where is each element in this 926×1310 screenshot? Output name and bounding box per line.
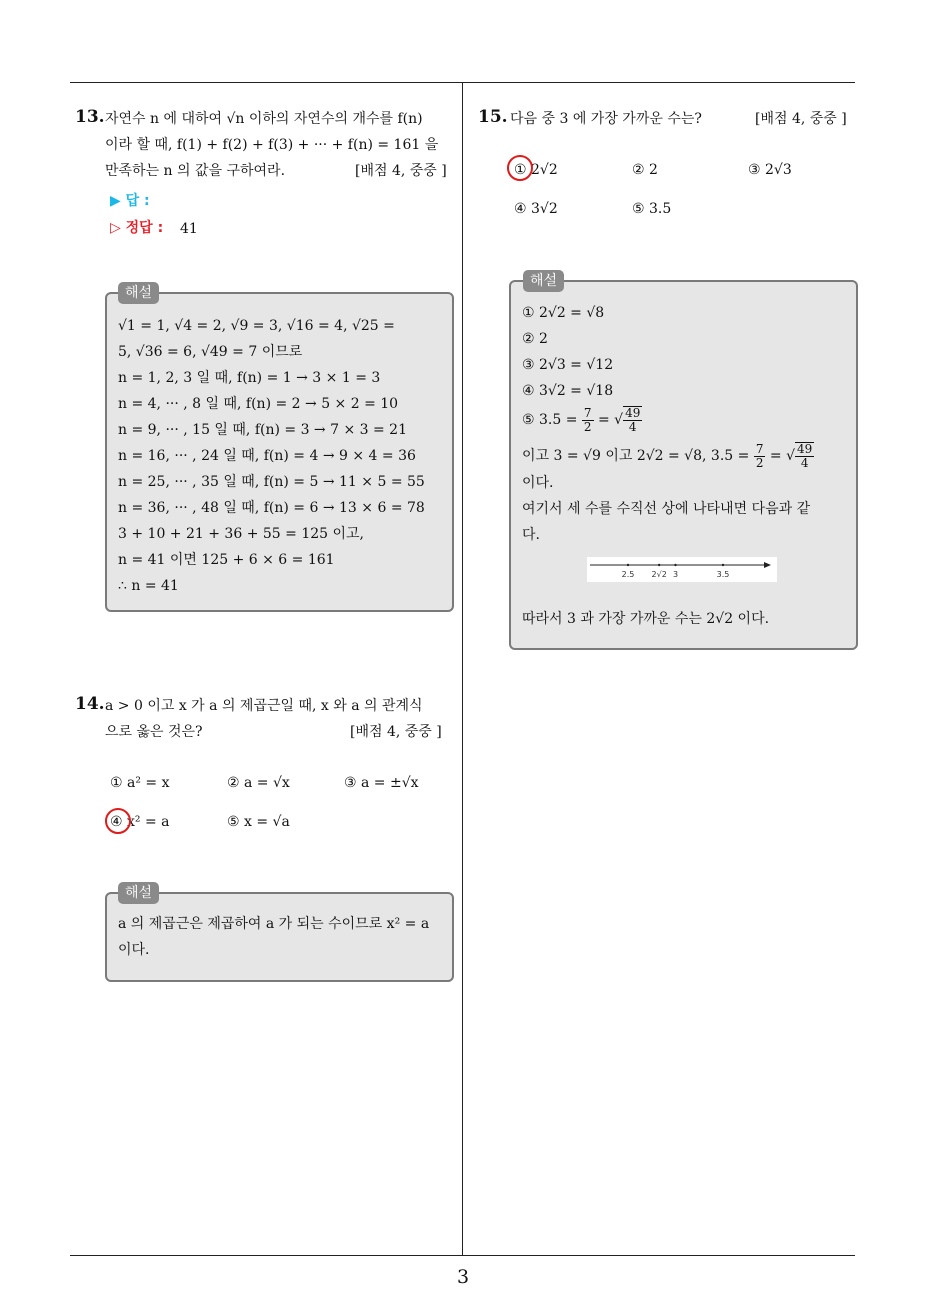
q13-text-line1: 자연수 n 에 대하여 √n 이하의 자연수의 개수를 f(n) <box>105 111 423 127</box>
q15-choice-5[interactable]: ⑤ 3.5 <box>632 201 672 217</box>
q13-solution-line: √1 = 1, √4 = 2, √9 = 3, √16 = 4, √25 = <box>118 318 395 334</box>
q14-choice-3[interactable]: ③ a = ±√x <box>344 775 419 791</box>
number-line-point <box>722 564 724 566</box>
q15-solution-line10: 따라서 3 과 가장 가까운 수는 2√2 이다. <box>522 611 770 627</box>
q13-solution-tab: 해설 <box>118 282 159 304</box>
q14-score: [배점 4, 중중 ] <box>350 724 442 740</box>
q14-solution-line2: 이다. <box>118 942 150 958</box>
q13-solution-line: n = 25, ··· , 35 일 때, f(n) = 5 → 11 × 5 = 55 <box>118 474 425 490</box>
q15-solution-line6: 이고 3 = √9 이고 2√2 = √8, 3.5 = $\frac{7}{2}$ = √ $\frac{49}{4}$ <box>522 441 813 470</box>
q15-score: [배점 4, 중중 ] <box>755 111 847 127</box>
q14-solution-box <box>105 892 454 982</box>
frac-7-2b: $\frac{7}{2}$ <box>755 441 764 470</box>
q15-selected-circle <box>507 155 533 181</box>
bottom-rule <box>70 1255 855 1256</box>
q14-solution-tab: 해설 <box>118 882 159 904</box>
q13-solution-line: n = 1, 2, 3 일 때, f(n) = 1 → 3 × 1 = 3 <box>118 370 381 386</box>
q14-number: 14. <box>75 694 105 714</box>
q15-choice-3[interactable]: ③ 2√3 <box>748 162 792 178</box>
q15-choice-2[interactable]: ② 2 <box>632 162 658 178</box>
q15-solution-line9: 다. <box>522 527 540 543</box>
number-line-label: 2.5 <box>621 570 635 579</box>
q14-text-line2: 으로 옳은 것은? <box>105 724 203 740</box>
q14-selected-circle <box>105 808 131 834</box>
q15-solution-line8: 여기서 세 수를 수직선 상에 나타내면 다음과 같 <box>522 501 811 517</box>
frac-7-2: $\frac{7}{2}$ <box>583 405 592 434</box>
q15-solution-line1: ① 2√2 = √8 <box>522 305 605 321</box>
q14-choice-2[interactable]: ② a = √x <box>227 775 290 791</box>
q14-choice-4[interactable]: ④ x² = a <box>110 814 170 830</box>
q15-solution-line2: ② 2 <box>522 331 548 347</box>
number-line <box>587 557 777 582</box>
q15-number: 15. <box>478 107 508 127</box>
q15-solution-line7: 이다. <box>522 475 554 491</box>
q15-solution-tab: 해설 <box>523 270 564 292</box>
q13-solution-line: n = 16, ··· , 24 일 때, f(n) = 4 → 9 × 4 = 36 <box>118 448 416 464</box>
q14-choice-5[interactable]: ⑤ x = √a <box>227 814 290 830</box>
number-line-label: 3.5 <box>716 570 730 579</box>
q13-solution-line: 3 + 10 + 21 + 36 + 55 = 125 이고, <box>118 526 364 542</box>
q13-text-line2: 이라 할 때, f(1) + f(2) + f(3) + ··· + f(n) = 161 을 <box>105 137 439 153</box>
q13-correct-label: ▷ 정답 : <box>110 220 164 236</box>
number-line-label: 2√2 <box>651 570 667 579</box>
q13-solution-line: ∴ n = 41 <box>118 578 179 594</box>
q13-score: [배점 4, 중중 ] <box>355 163 447 179</box>
q15-solution-line3: ③ 2√3 = √12 <box>522 357 614 373</box>
frac-49-4b: $\frac{49}{4}$ <box>797 442 813 470</box>
q13-number: 13. <box>75 107 105 127</box>
q13-correct-value: 41 <box>180 221 198 237</box>
q15-sol5-text: ⑤ 3.5 = <box>522 412 582 428</box>
q15-text-line1: 다음 중 3 에 가장 가까운 수는? <box>510 111 702 127</box>
q14-choice-1[interactable]: ① a² = x <box>110 775 170 791</box>
number-line-point <box>674 564 676 566</box>
q13-solution-line: n = 36, ··· , 48 일 때, f(n) = 6 → 13 × 6 = 78 <box>118 500 425 516</box>
number-line-point <box>658 564 660 566</box>
q14-text-line1: a > 0 이고 x 가 a 의 제곱근일 때, x 와 a 의 관계식 <box>105 698 423 714</box>
q13-answer-label: ▶ 답 : <box>110 193 150 209</box>
column-divider <box>462 82 463 1256</box>
q13-solution-line: n = 4, ··· , 8 일 때, f(n) = 2 → 5 × 2 = 10 <box>118 396 399 412</box>
q13-solution-line: 5, √36 = 6, √49 = 7 이므로 <box>118 344 303 360</box>
q15-solution-line4: ④ 3√2 = √18 <box>522 383 614 399</box>
q14-solution-line1: a 의 제곱근은 제곱하여 a 가 되는 수이므로 x² = a <box>118 916 430 932</box>
frac-49-4: $\frac{49}{4}$ <box>625 406 641 434</box>
q13-solution-line: n = 9, ··· , 15 일 때, f(n) = 3 → 7 × 3 = 21 <box>118 422 408 438</box>
number-line-label: 3 <box>672 570 679 579</box>
q15-choice-4[interactable]: ④ 3√2 <box>514 201 558 217</box>
q15-solution-line5: ⑤ 3.5 = $\frac{7}{2}$ = √ $\frac{49}{4}$ <box>522 405 641 434</box>
number-line-point <box>627 564 629 566</box>
q13-text-line3: 만족하는 n 의 값을 구하여라. <box>105 163 286 179</box>
q13-solution-line: n = 41 이면 125 + 6 × 6 = 161 <box>118 552 335 568</box>
page-number: 3 <box>456 1266 470 1288</box>
q15-sol6-text: 이고 3 = √9 이고 2√2 = √8, 3.5 = <box>522 448 754 464</box>
q15-choice-1[interactable]: ① 2√2 <box>514 162 558 178</box>
